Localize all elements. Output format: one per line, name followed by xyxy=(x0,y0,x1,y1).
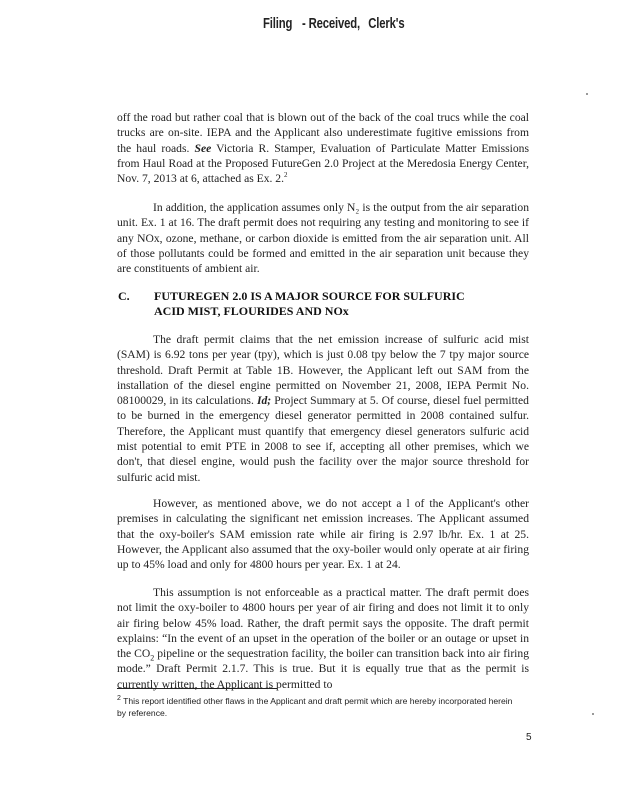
paragraph-text: In addition, the application assumes only N₂ is the output from the air separation unit. Ex. 1 at 16. The draft permit does not requiring any testing and monitoring to see if any NOx, ozone, methane, or carbon dioxide is emitted from the air separation unit. All of those pollutants could be formed and emitted in the air separation unit because they are constituents of ambient air. xyxy=(117,201,529,276)
citation-signal-see: See xyxy=(194,141,212,155)
page-number: 5 xyxy=(526,732,532,743)
paragraph-text: This assumption is not enforceable as a practical matter. The draft permit does not limit the oxy-boiler to 4800 hours per year of air firing and does not limit it to only air firing below 45% load. Rather, the draft permit says the opposite. The draft permit explains: “In the event of an upset in the operation of the boiler or an outage or upset in the CO xyxy=(117,586,529,661)
paragraph-text: The draft permit claims that the net emission increase of sulfuric acid mist (SAM) is 6.92 tons per year (tpy), which is just 0.08 tpy below the 7 tpy major source threshold. Draft Permit at Table 1B. However, the Applicant left out SAM from the installation of the diesel engine permitted on November 21, 2008, IEPA Permit No. 08100029, in its calculations. xyxy=(117,333,529,408)
section-title-line2: ACID MIST, FLOURIDES AND NOx xyxy=(154,304,349,318)
footnote-marker: 2 xyxy=(117,695,121,703)
scan-speck xyxy=(586,93,588,95)
paragraph-air-separation xyxy=(117,200,529,276)
footnote-divider xyxy=(117,688,277,689)
paragraph-text: Project Summary at 5. Of course, diesel fuel permitted to be burned in the emergency diesel generator permitted in 2008 contained sulfur. Therefore, the Applicant must quantify that emergency diesel generators sulfuric acid mist potential to emit PTE in 2008 to see if, accepting all other premises, which we don't, that diesel engine, would push the facility over the major source threshold for sulfuric acid mist. xyxy=(117,394,529,484)
filing-header-stamp xyxy=(68,16,550,36)
stamp-word-clerks: Clerk's xyxy=(368,16,405,32)
section-letter: C. xyxy=(118,289,130,303)
stamp-word-filing: Filing xyxy=(262,16,293,32)
footnote xyxy=(117,695,517,719)
paragraph-sulfuric-acid-mist xyxy=(117,332,529,485)
section-title-line1: FUTUREGEN 2.0 IS A MAJOR SOURCE FOR SULFURIC xyxy=(154,289,465,303)
paragraph-text: Victoria R. Stamper, Evaluation of Particulate Matter Emissions from Haul Road at the Proposed FutureGen 2.0 Project at the Meredosia Energy Center, Nov. 7, 2013 at 6, attached as Ex. 2. xyxy=(117,141,529,186)
subscript-2: 2 xyxy=(150,653,155,663)
paragraph-enforceability xyxy=(117,585,529,692)
paragraph-text: off the road but rather coal that is blown out of the back of the coal trucs while the coal trucks are on-site. IEPA and the Applicant also underestimate fugitive emissions from the haul roads. xyxy=(117,111,529,155)
paragraph-haul-roads xyxy=(117,110,529,186)
stamp-word-received: - Received, xyxy=(301,16,360,32)
citation-signal-id: Id; xyxy=(256,394,272,408)
footnote-text: This report identified other flaws in the Applicant and draft permit which are hereby incorporated herein by reference. xyxy=(117,696,513,718)
paragraph-text: pipeline or the sequestration facility, the boiler can transition back into air firing mode.” Draft Permit 2.1.7. This is true. But it is equally true that as the permit is currently written, the Applicant is permitted to xyxy=(117,647,529,691)
footnote-reference: 2 xyxy=(284,171,288,180)
scan-speck xyxy=(592,713,594,715)
section-title xyxy=(154,289,514,319)
paragraph-oxy-boiler xyxy=(117,496,529,572)
paragraph-text: However, as mentioned above, we do not accept a l of the Applicant's other premises in calculating the significant net emission increases. The Applicant assumed that the oxy-boiler's SAM emission rate while air firing is 2.97 lb/hr. Ex. 1 at 25. However, the Applicant also assumed that the oxy-boiler would only operate at air firing up to 45% load and only for 4800 hours per year. Ex. 1 at 24. xyxy=(117,497,529,572)
